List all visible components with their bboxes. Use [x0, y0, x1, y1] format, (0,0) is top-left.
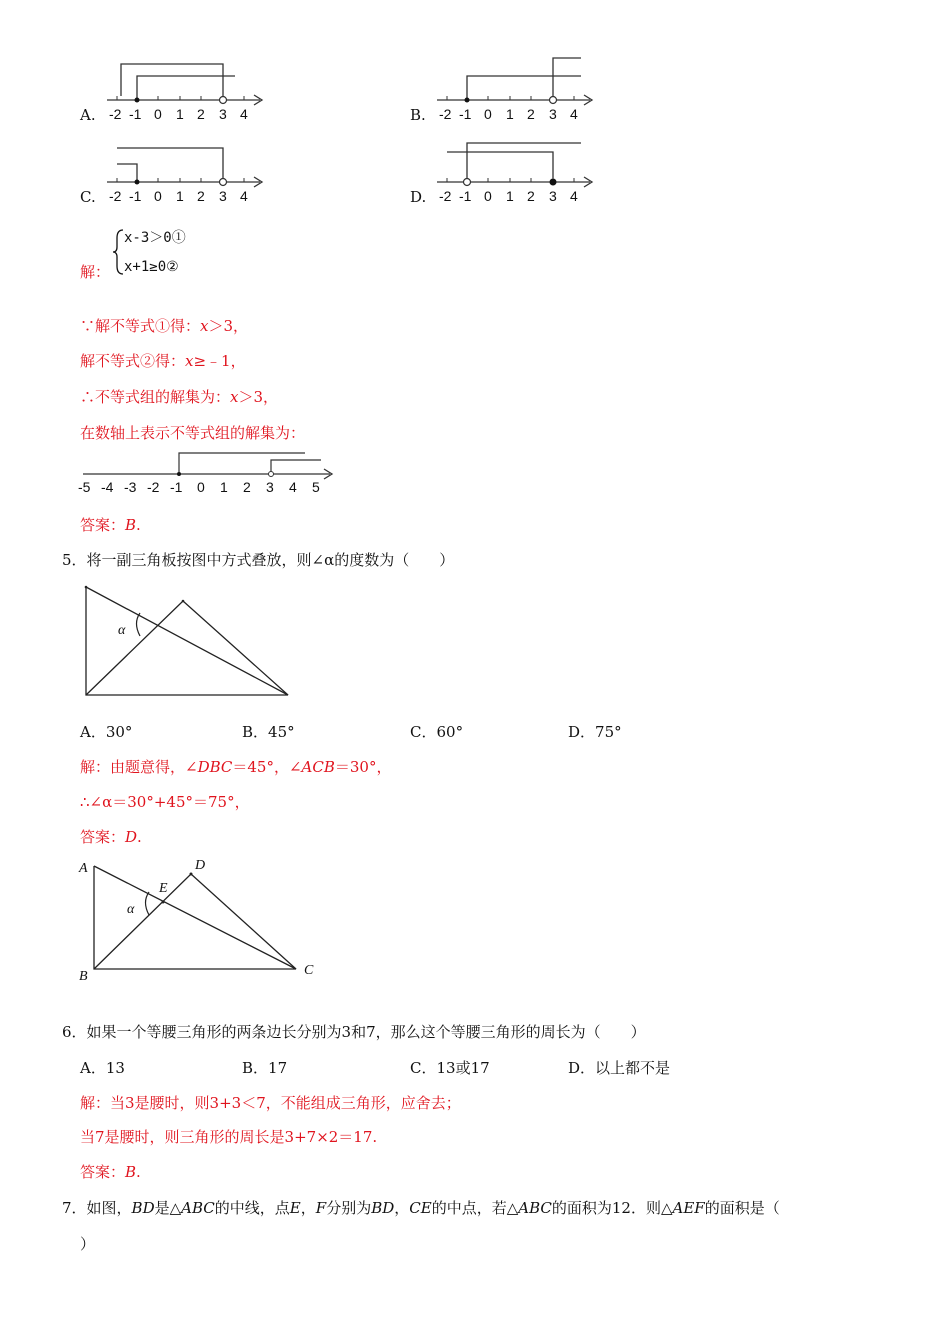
tick-label: 1 [176, 188, 184, 204]
q6-option-a: A．13 [80, 1059, 125, 1077]
tick-label: 2 [197, 188, 205, 204]
option-b-letter: B. [410, 106, 426, 124]
q6-solution-2: 当7是腰时，则三角形的周长是3+7×2＝17. [80, 1128, 378, 1146]
q6-solution-1: 解：当3是腰时，则3+3＜7，不能组成三角形，应舍去； [80, 1094, 461, 1112]
tick-label: 4 [289, 479, 297, 495]
tick-label: 2 [527, 188, 535, 204]
q5-option-d: D．75° [568, 723, 622, 741]
solution-number-line [78, 448, 343, 496]
question-7: 7．如图，BD是△ABC的中线，点E，F分别为BD，CE的中点，若△ABC的面积为12．则△AEF的面积是（ [62, 1199, 780, 1217]
system-line-2: x+1≥0② [124, 259, 179, 275]
system-line-1: x-3＞0① [124, 230, 186, 246]
tick-label: 0 [484, 106, 492, 122]
vertex-a-label: A [79, 861, 88, 876]
tick-label: 1 [506, 188, 514, 204]
solution-axis-intro: 在数轴上表示不等式组的解集为： [80, 424, 306, 442]
solution-step-3: ∴不等式组的解集为：x＞3， [80, 388, 279, 406]
tick-label: -2 [109, 188, 122, 204]
q6-option-d: D．以上都不是 [568, 1059, 671, 1077]
option-a-letter: A. [80, 106, 96, 124]
tick-label: -1 [170, 479, 183, 495]
q5-solution-2: ∴∠α＝30°+45°＝75°， [80, 793, 250, 811]
tick-label: 0 [484, 188, 492, 204]
tick-label: 4 [240, 106, 248, 122]
option-b-number-line [435, 52, 600, 123]
angle-alpha-label: α [118, 623, 126, 638]
option-a-number-line [105, 58, 270, 123]
tick-label: -2 [439, 106, 452, 122]
tick-label: 3 [219, 188, 227, 204]
tick-label: 0 [154, 106, 162, 122]
tick-label: 2 [243, 479, 251, 495]
tick-label: -1 [129, 188, 142, 204]
tick-label: 1 [506, 106, 514, 122]
q5-option-a: A．30° [80, 723, 133, 741]
tick-label: 5 [312, 479, 320, 495]
q6-option-b: B．17 [242, 1059, 288, 1077]
tick-label: 4 [570, 106, 578, 122]
tick-label: -1 [129, 106, 142, 122]
option-c-number-line [105, 140, 270, 205]
vertex-c-label: C [304, 963, 314, 978]
triangle-figure [80, 585, 295, 703]
q5-solution-1: 解：由题意得，∠DBC＝45°，∠ACB＝30°， [80, 758, 392, 776]
tick-label: -1 [459, 106, 472, 122]
tick-label: -1 [459, 188, 472, 204]
tick-label: 2 [527, 106, 535, 122]
tick-label: 3 [549, 106, 557, 122]
q5-answer: 答案：D. [80, 828, 142, 846]
solution-step-2: 解不等式②得：x≥﹣1， [80, 352, 246, 370]
option-d-letter: D. [410, 188, 427, 206]
angle-alpha-label: α [127, 902, 135, 917]
tick-label: -3 [124, 479, 137, 495]
tick-label: 3 [266, 479, 274, 495]
q5-option-c: C．60° [410, 723, 464, 741]
tick-label: 4 [240, 188, 248, 204]
tick-label: 1 [176, 106, 184, 122]
tick-label: 2 [197, 106, 205, 122]
question-6: 6．如果一个等腰三角形的两条边长分别为3和7，那么这个等腰三角形的周长为（ ） [62, 1023, 646, 1041]
tick-label: 0 [197, 479, 205, 495]
question-5: 5．将一副三角板按图中方式叠放，则∠α的度数为（ ） [62, 551, 455, 569]
q6-answer: 答案：B. [80, 1163, 141, 1181]
tick-label: -4 [101, 479, 114, 495]
q5-option-b: B．45° [242, 723, 295, 741]
option-c-letter: C. [80, 188, 96, 206]
labeled-triangle-figure [76, 852, 326, 987]
tick-label: -2 [439, 188, 452, 204]
question-7-cont: ） [80, 1235, 96, 1253]
tick-label: 1 [220, 479, 228, 495]
answer-line: 答案：B. [80, 516, 141, 534]
tick-label: 3 [219, 106, 227, 122]
tick-label: -2 [109, 106, 122, 122]
vertex-b-label: B [79, 969, 88, 984]
solution-label: 解： [80, 263, 111, 281]
tick-label: 3 [549, 188, 557, 204]
q6-option-c: C．13或17 [410, 1059, 490, 1077]
tick-label: -2 [147, 479, 160, 495]
option-d-number-line [435, 140, 600, 205]
solution-step-1: ∵解不等式①得：x＞3， [80, 317, 249, 335]
tick-label: 4 [570, 188, 578, 204]
tick-label: -5 [78, 479, 91, 495]
vertex-e-label: E [159, 881, 168, 896]
tick-label: 0 [154, 188, 162, 204]
vertex-d-label: D [195, 858, 206, 873]
